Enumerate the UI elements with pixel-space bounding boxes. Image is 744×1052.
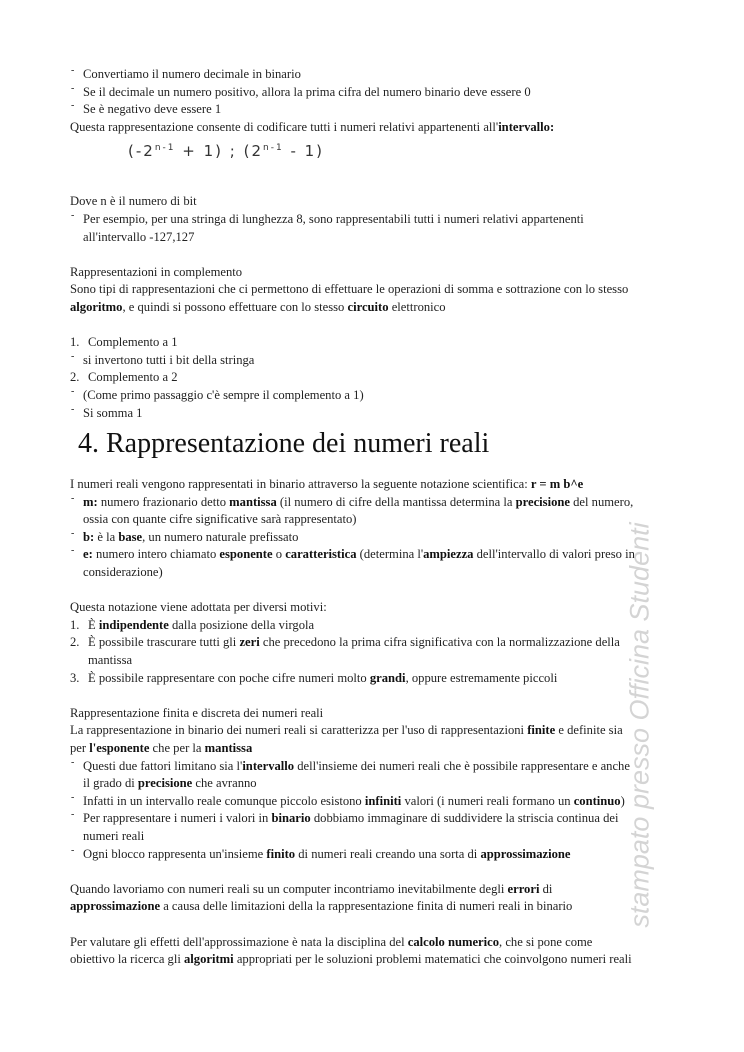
bold-term: indipendente — [98, 617, 169, 632]
bold-term: intervallo: — [498, 119, 555, 134]
text-run: ) — [620, 793, 625, 808]
text-run: mantissa — [88, 653, 133, 668]
text-line — [70, 951, 680, 969]
text-run: n-1 — [154, 143, 176, 154]
text-line — [70, 299, 680, 317]
text-run: , un numero naturale prefissato — [142, 529, 299, 544]
text-line — [70, 264, 680, 282]
bullet-line — [70, 352, 680, 370]
blank-line — [70, 582, 680, 600]
bullet-line — [70, 84, 680, 102]
text-run: dell'insieme dei numeri reali che è possibile rappresentare e anche — [294, 758, 630, 773]
text-run: Rappresentazioni in complemento — [70, 264, 243, 279]
text-run: obiettivo la ricerca gli — [70, 952, 184, 967]
text-run: Per valutare gli effetti dell'approssimazione è nata la disciplina del — [70, 934, 408, 949]
cont-line — [70, 564, 680, 582]
bullet-line — [70, 758, 680, 776]
bold-term: base — [118, 529, 143, 544]
bullet-marker: - — [71, 385, 75, 397]
bullet-marker: - — [71, 65, 75, 76]
text-run: per — [70, 741, 90, 755]
text-run: È — [88, 617, 99, 632]
text-run: dobbiamo immaginare di suddividere la striscia continua dei — [310, 811, 619, 826]
bold-term: finite — [527, 723, 556, 738]
bullet-line — [70, 405, 680, 423]
text-line — [70, 898, 680, 916]
bold-term: circuito — [347, 299, 389, 314]
bold-term: caratteristica — [285, 547, 357, 562]
section-heading — [70, 422, 680, 476]
text-run: Convertiamo il numero decimale in binario — [83, 67, 301, 81]
bullet-marker: - — [71, 756, 75, 768]
text-line — [70, 740, 680, 758]
num-line — [70, 634, 680, 652]
bold-term: binario — [271, 811, 311, 826]
text-run: 4. Rappresentazione dei numeri reali — [78, 428, 490, 460]
cont-line — [70, 229, 680, 247]
text-run: Complemento a 1 — [88, 335, 178, 350]
text-line — [70, 599, 680, 617]
num-line — [70, 617, 680, 635]
bold-term: calcolo numerico — [407, 934, 500, 949]
text-run: (Come primo passaggio c'è sempre il complemento a 1) — [83, 387, 364, 402]
text-run: o — [272, 547, 286, 562]
bullet-line — [70, 793, 680, 811]
bullet-line — [70, 846, 680, 864]
bold-term: precisione — [137, 776, 193, 791]
text-run: dalla posizione della virgola — [168, 617, 315, 632]
list-number: 2. — [70, 635, 80, 650]
num-line — [70, 670, 680, 688]
bold-term: continuo — [573, 793, 621, 808]
text-run: + 1) ; (2 — [175, 142, 263, 161]
text-run: Se il decimale un numero positivo, allora la prima cifra del numero binario deve essere 0 — [83, 84, 531, 99]
text-run: Per esempio, per una stringa di lunghezza 8, sono rappresentabili tutti i numeri relativi appartenenti — [83, 211, 584, 226]
bullet-line — [70, 101, 680, 119]
text-run: che per la — [149, 741, 205, 755]
bullet-line — [70, 387, 680, 405]
text-run: , oppure estremamente piccoli — [405, 670, 558, 685]
text-run: che precedono la prima cifra significativa con la normalizzazione della — [259, 635, 620, 650]
text-run: , e quindi si possono effettuare con lo stesso — [122, 299, 348, 314]
bullet-marker: - — [71, 791, 75, 803]
text-run: del numero, — [569, 494, 634, 509]
bullet-marker: - — [71, 350, 75, 362]
list-number: 1. — [70, 335, 80, 350]
text-run: È possibile rappresentare con poche cifre numeri molto — [88, 670, 370, 685]
text-run: il grado di — [83, 776, 138, 791]
text-line — [70, 119, 680, 137]
bold-term: algoritmi — [184, 952, 234, 967]
bullet-marker: - — [71, 492, 75, 504]
text-line — [70, 281, 680, 299]
text-run: dell'intervallo di valori preso in — [473, 547, 635, 562]
text-line — [70, 705, 680, 723]
cont-line — [70, 828, 680, 846]
text-run: Dove n è il numero di bit — [70, 194, 197, 209]
text-line — [70, 722, 680, 740]
bullet-line — [70, 546, 680, 564]
text-run: Infatti in un intervallo reale comunque piccolo esistono — [83, 793, 365, 808]
bold-term: infiniti — [364, 793, 402, 808]
blank-line — [70, 863, 680, 881]
text-run: (determina l' — [356, 547, 424, 562]
blank-line — [70, 916, 680, 934]
text-run: Se è negativo deve essere 1 — [83, 102, 222, 117]
bold-term: precisione — [515, 494, 570, 509]
text-line — [70, 476, 680, 494]
bullet-marker: - — [71, 82, 75, 94]
bold-term: grandi — [369, 670, 406, 685]
bullet-marker: - — [71, 809, 75, 821]
text-run: di numeri reali creando una sorta di — [295, 846, 481, 861]
num-line — [70, 652, 680, 670]
bold-term: intervallo — [242, 758, 295, 773]
bold-term: approssimazione — [480, 846, 571, 861]
text-run: (il numero di cifre della mantissa determina la — [276, 494, 516, 509]
bold-term: b: — [83, 529, 95, 544]
text-run: numero frazionario detto — [97, 494, 230, 509]
blank-line — [70, 246, 680, 264]
text-run: , che si pone come — [499, 934, 593, 949]
bold-term: finito — [266, 846, 296, 861]
blank-line — [70, 317, 680, 335]
text-run: numero intero chiamato — [92, 547, 220, 562]
text-run: Sono tipi di rappresentazioni che ci permettono di effettuare le operazioni di somma e sottrazione con lo stesso — [70, 282, 629, 297]
bold-term: mantissa — [229, 494, 277, 509]
text-run: La rappresentazione in binario dei numeri reali si caratterizza per l'uso di rappresentazioni — [70, 723, 528, 738]
text-run: Complemento a 2 — [88, 370, 178, 385]
bullet-marker: - — [71, 209, 75, 221]
text-run: si invertono tutti i bit della stringa — [83, 352, 255, 367]
text-run: ossia con quante cifre significative sarà rappresentato) — [83, 512, 357, 527]
text-line — [70, 193, 680, 211]
blank-line — [70, 687, 680, 705]
num-line — [70, 334, 680, 352]
text-line — [70, 934, 680, 952]
bold-term: zeri — [239, 635, 260, 650]
text-run: all'intervallo -127,127 — [83, 229, 195, 244]
bold-term: r = m b^e — [530, 477, 584, 492]
text-run: n-1 — [263, 143, 284, 154]
bullet-marker: - — [71, 527, 75, 539]
bullet-marker: - — [71, 545, 75, 557]
text-run: Si somma 1 — [83, 405, 143, 420]
bullet-line — [70, 810, 680, 828]
text-run: e definite sia — [555, 723, 623, 738]
bold-term: esponente — [219, 547, 273, 562]
text-run: Questa notazione viene adottata per diversi motivi: — [70, 600, 327, 615]
text-run: di — [539, 881, 553, 896]
num-line — [70, 369, 680, 387]
text-run: valori (i numeri reali formano un — [401, 793, 574, 808]
list-number: 1. — [70, 617, 80, 632]
text-run: elettronico — [388, 299, 446, 314]
text-run: Questi due fattori limitano sia l' — [83, 758, 243, 773]
bullet-marker: - — [71, 844, 75, 856]
text-run: (-2 — [128, 142, 155, 161]
bullet-line — [70, 211, 680, 229]
text-line — [70, 881, 680, 899]
text-run: È possibile trascurare tutti gli — [88, 635, 240, 650]
document-page — [70, 66, 680, 969]
text-run: Quando lavoriamo con numeri reali su un computer incontriamo inevitabilmente degli — [70, 881, 508, 896]
text-run: numeri reali — [83, 828, 145, 843]
text-run: Ogni blocco rappresenta un'insieme — [83, 846, 267, 861]
cont-line — [70, 511, 680, 529]
bold-term: l'esponente — [89, 741, 150, 755]
text-run: Questa rappresentazione consente di codificare tutti i numeri relativi appartenenti all' — [70, 119, 499, 134]
text-run: appropriati per le soluzioni problemi matematici che coinvolgono numeri reali — [233, 952, 632, 967]
bullet-line — [70, 494, 680, 512]
text-run: considerazione) — [83, 565, 163, 580]
cont-line — [70, 775, 680, 793]
bullet-marker: - — [71, 403, 75, 415]
bullet-line — [70, 66, 680, 84]
bold-term: errori — [507, 881, 540, 896]
bullet-marker: - — [71, 100, 75, 112]
bold-term: e: — [83, 547, 93, 562]
bullet-line — [70, 529, 680, 547]
text-run: Per rappresentare i numeri i valori in — [83, 811, 272, 826]
bold-term: m: — [83, 494, 98, 509]
text-run: che avranno — [192, 776, 257, 791]
text-run: a causa delle limitazioni della la rappresentazione finita di numeri reali in binario — [160, 899, 573, 914]
list-number: 2. — [70, 370, 80, 385]
bold-term: algoritmo — [70, 299, 123, 314]
text-run: - 1) — [283, 142, 325, 161]
bold-term: mantissa — [204, 741, 253, 755]
bold-term: ampiezza — [423, 547, 474, 562]
watermark: stampato presso Officina Studenti — [624, 522, 655, 928]
formula — [70, 136, 680, 193]
list-number: 3. — [70, 670, 80, 685]
text-run: Rappresentazione finita e discreta dei numeri reali — [70, 705, 324, 720]
text-run: è la — [94, 529, 119, 544]
text-run: I numeri reali vengono rappresentati in binario attraverso la seguente notazione scientifica: — [70, 477, 531, 492]
bold-term: approssimazione — [70, 899, 161, 914]
